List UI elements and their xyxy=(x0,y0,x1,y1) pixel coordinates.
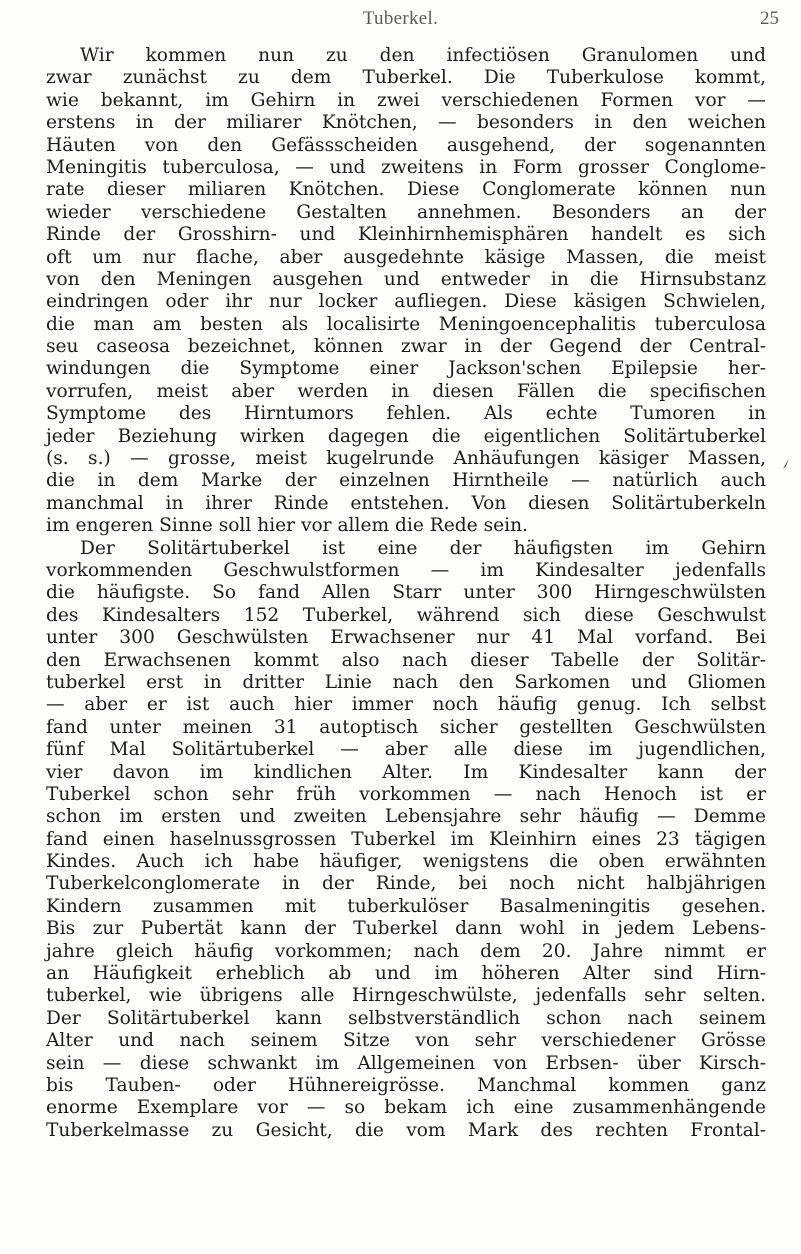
text-line: Meningitis tuberculosa, — und zweitens in Form grosser Conglome- xyxy=(46,156,766,178)
text-line: Symptome des Hirntumors fehlen. Als echte Tumoren in xyxy=(46,403,766,425)
text-line: wieder verschiedene Gestalten annehmen. Besonders an der xyxy=(46,201,766,223)
text-line: die in dem Marke der einzelnen Hirntheile — natürlich auch xyxy=(46,470,766,492)
text-line: seu caseosa bezeichnet, können zwar in der Gegend der Central- xyxy=(46,336,766,358)
text-line: fand einen haselnussgrossen Tuberkel im Kleinhirn eines 23 tägigen xyxy=(46,828,766,850)
text-line: enorme Exemplare vor — so bekam ich eine zusammenhängende xyxy=(46,1097,766,1119)
text-line: rate dieser miliaren Knötchen. Diese Conglomerate können nun xyxy=(46,179,766,201)
text-line: von den Meningen ausgehen und entweder in die Hirnsubstanz xyxy=(46,268,766,290)
text-line: den Erwachsenen kommt also nach dieser Tabelle der Solitär- xyxy=(46,649,766,671)
text-line: — aber er ist auch hier immer noch häufig genug. Ich selbst xyxy=(46,694,766,716)
pencil-mark-icon xyxy=(781,457,791,471)
text-line: Alter und nach seinem Sitze von sehr verschiedener Grösse xyxy=(46,1030,766,1052)
text-line: vorkommenden Geschwulstformen — im Kindesalter jedenfalls xyxy=(46,559,766,581)
text-line: erstens in der miliarer Knötchen, — besonders in den weichen xyxy=(46,112,766,134)
text-line: fünf Mal Solitärtuberkel — aber alle diese im jugendlichen, xyxy=(46,739,766,761)
text-line: im engeren Sinne soll hier vor allem die Rede sein. xyxy=(46,515,528,537)
text-line: jeder Beziehung wirken dagegen die eigentlichen Solitärtuberkel xyxy=(46,425,766,447)
page-header xyxy=(0,8,801,32)
text-line: vier davon im kindlichen Alter. Im Kindesalter kann der xyxy=(46,761,766,783)
text-line: an Häufigkeit erheblich ab und im höheren Alter sind Hirn- xyxy=(46,963,766,985)
text-line: windungen die Symptome einer Jackson'schen Epilepsie her- xyxy=(46,358,766,380)
text-line: jahre gleich häufig vorkommen; nach dem 20. Jahre nimmt er xyxy=(46,940,766,962)
text-line: Der Solitärtuberkel ist eine der häufigsten im Gehirn xyxy=(80,537,766,559)
text-line: Tuberkelmasse zu Gesicht, die vom Mark des rechten Frontal- xyxy=(46,1119,766,1141)
text-line: eindringen oder ihr nur locker aufliegen. Diese käsigen Schwielen, xyxy=(46,291,766,313)
text-line: die häufigste. So fand Allen Starr unter 300 Hirngeschwülsten xyxy=(46,582,766,604)
text-line: wie bekannt, im Gehirn in zwei verschiedenen Formen vor — xyxy=(46,89,766,111)
running-title: Tuberkel. xyxy=(362,8,439,29)
text-line: Kindes. Auch ich habe häufiger, wenigstens die oben erwähnten xyxy=(46,851,766,873)
text-line: bis Tauben- oder Hühnereigrösse. Manchmal kommen ganz xyxy=(46,1074,766,1096)
text-line: unter 300 Geschwülsten Erwachsener nur 41 Mal vorfand. Bei xyxy=(46,627,766,649)
text-line: die man am besten als localisirte Meningoencephalitis tuberculosa xyxy=(46,313,766,335)
body-text xyxy=(46,45,766,1142)
text-line: Kindern zusammen mit tuberkulöser Basalmeningitis gesehen. xyxy=(46,895,766,917)
text-line: tuberkel, wie übrigens alle Hirngeschwülste, jedenfalls sehr selten. xyxy=(46,985,766,1007)
text-line: Tuberkelconglomerate in der Rinde, bei noch nicht halbjährigen xyxy=(46,873,766,895)
text-line: fand unter meinen 31 autoptisch sicher gestellten Geschwülsten xyxy=(46,716,766,738)
text-line: zwar zunächst zu dem Tuberkel. Die Tuberkulose kommt, xyxy=(46,67,766,89)
text-line: (s. s.) — grosse, meist kugelrunde Anhäufungen käsiger Massen, xyxy=(46,448,766,470)
text-line: oft um nur flache, aber ausgedehnte käsige Massen, die meist xyxy=(46,246,766,268)
text-line: Tuberkel schon sehr früh vorkommen — nach Henoch ist er xyxy=(46,783,766,805)
text-line: tuberkel erst in dritter Linie nach den Sarkomen und Gliomen xyxy=(46,671,766,693)
text-line: schon im ersten und zweiten Lebensjahre sehr häufig — Demme xyxy=(46,806,766,828)
text-line: Der Solitärtuberkel kann selbstverständlich schon nach seinem xyxy=(46,1007,766,1029)
text-line: Rinde der Grosshirn- und Kleinhirnhemisphären handelt es sich xyxy=(46,224,766,246)
text-line: vorrufen, meist aber werden in diesen Fällen die specifischen xyxy=(46,380,766,402)
text-line: Bis zur Pubertät kann der Tuberkel dann wohl in jedem Lebens- xyxy=(46,918,766,940)
page-number: 25 xyxy=(760,8,779,29)
text-line: sein — diese schwankt im Allgemeinen von Erbsen- über Kirsch- xyxy=(46,1052,766,1074)
text-line: Häuten von den Gefässscheiden ausgehend, der sogenannten xyxy=(46,134,766,156)
text-line: Wir kommen nun zu den infectiösen Granulomen und xyxy=(80,45,766,66)
text-line: manchmal in ihrer Rinde entstehen. Von diesen Solitärtuberkeln xyxy=(46,492,766,514)
text-line: des Kindesalters 152 Tuberkel, während sich diese Geschwulst xyxy=(46,604,766,626)
